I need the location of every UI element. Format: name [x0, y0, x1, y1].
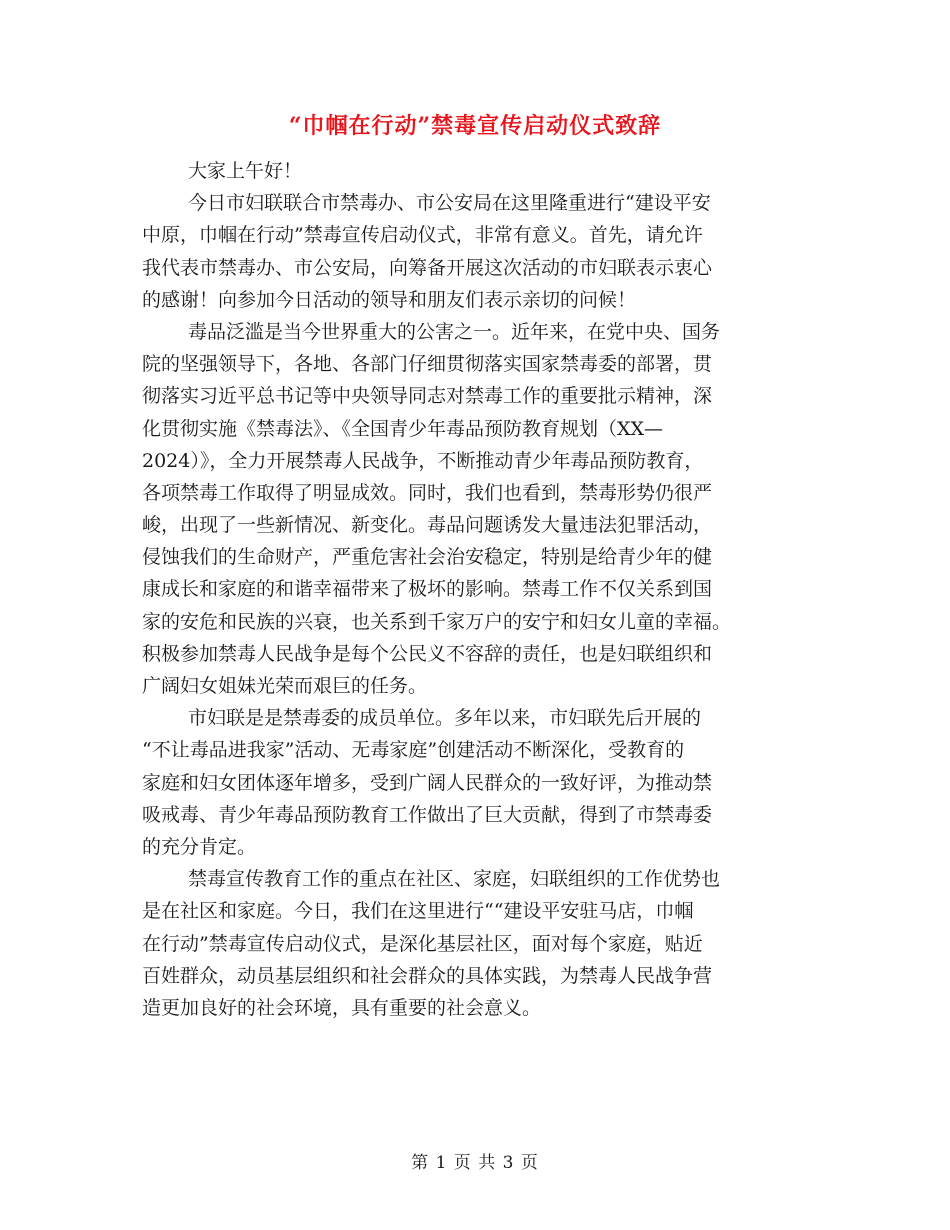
- text-line: 吸戒毒、青少年毒品预防教育工作做出了巨大贡献，得到了市禁毒委: [142, 803, 713, 826]
- text-line: 侵蚀我们的生命财产，严重危害社会治安稳定，特别是给青少年的健: [142, 546, 713, 569]
- text-line: 今日市妇联联合市禁毒办、市公安局在这里隆重进行“建设平安: [188, 192, 711, 215]
- text-line: 家的安危和民族的兴衰，也关系到千家万户的安宁和妇女儿童的幸福。: [142, 610, 732, 633]
- text-line: 2024）》，全力开展禁毒人民战争，不断推动青少年毒品预防教育，: [142, 449, 704, 472]
- text-line: 百姓群众，动员基层组织和社会群众的具体实践，为禁毒人民战争营: [142, 964, 713, 987]
- page-footer: 第 1 页 共 3 页: [411, 1153, 539, 1173]
- text-line: 中原，巾帼在行动”禁毒宣传启动仪式，非常有意义。首先，请允许: [142, 224, 703, 247]
- text-line: 毒品泛滥是当今世界重大的公害之一。近年来，在党中央、国务: [188, 320, 721, 343]
- text-line: 化贯彻实施《禁毒法》、《全国青少年毒品预防教育规划（XX—: [142, 417, 664, 440]
- document-title: “巾帼在行动”禁毒宣传启动仪式致辞: [288, 113, 662, 139]
- text-line: 康成长和家庭的和谐幸福带来了极坏的影响。禁毒工作不仅关系到国: [142, 578, 713, 601]
- text-line: 造更加良好的社会环境，具有重要的社会意义。: [142, 996, 542, 1019]
- text-line: 的充分肯定。: [142, 835, 257, 858]
- text-line: 是在社区和家庭。今日，我们在这里进行““建设平安驻马店，巾帼: [142, 900, 694, 923]
- text-line: 我代表市禁毒办、市公安局，向筹备开展这次活动的市妇联表示衷心: [142, 256, 713, 279]
- text-line: 的感谢！向参加今日活动的领导和朋友们表示亲切的问候！: [142, 288, 637, 311]
- text-line: 峻，出现了一些新情况、新变化。毒品问题诱发大量违法犯罪活动，: [142, 514, 713, 537]
- text-line: 积极参加禁毒人民战争是每个公民义不容辞的责任，也是妇联组织和: [142, 642, 713, 665]
- text-line: 各项禁毒工作取得了明显成效。同时，我们也看到，禁毒形势仍很严: [142, 481, 713, 504]
- text-line: 在行动”禁毒宣传启动仪式，是深化基层社区，面对每个家庭，贴近: [142, 932, 703, 955]
- text-line: 市妇联是是禁毒委的成员单位。多年以来，市妇联先后开展的: [188, 707, 702, 730]
- text-line: 家庭和妇女团体逐年增多，受到广阔人民群众的一致好评，为推动禁: [142, 771, 713, 794]
- text-line: 大家上午好！: [188, 160, 303, 182]
- text-line: 彻落实习近平总书记等中央领导同志对禁毒工作的重要批示精神，深: [142, 385, 713, 408]
- document-body: [142, 155, 810, 1024]
- text-line: 广阔妇女姐妹光荣而艰巨的任务。: [142, 675, 428, 697]
- text-line: 禁毒宣传教育工作的重点在社区、家庭，妇联组织的工作优势也: [188, 868, 721, 891]
- text-line: “不让毒品进我家”活动、无毒家庭”创建活动不断深化，受教育的: [142, 739, 685, 762]
- text-line: 院的坚强领导下，各地、各部门仔细贯彻落实国家禁毒委的部署，贯: [142, 353, 713, 376]
